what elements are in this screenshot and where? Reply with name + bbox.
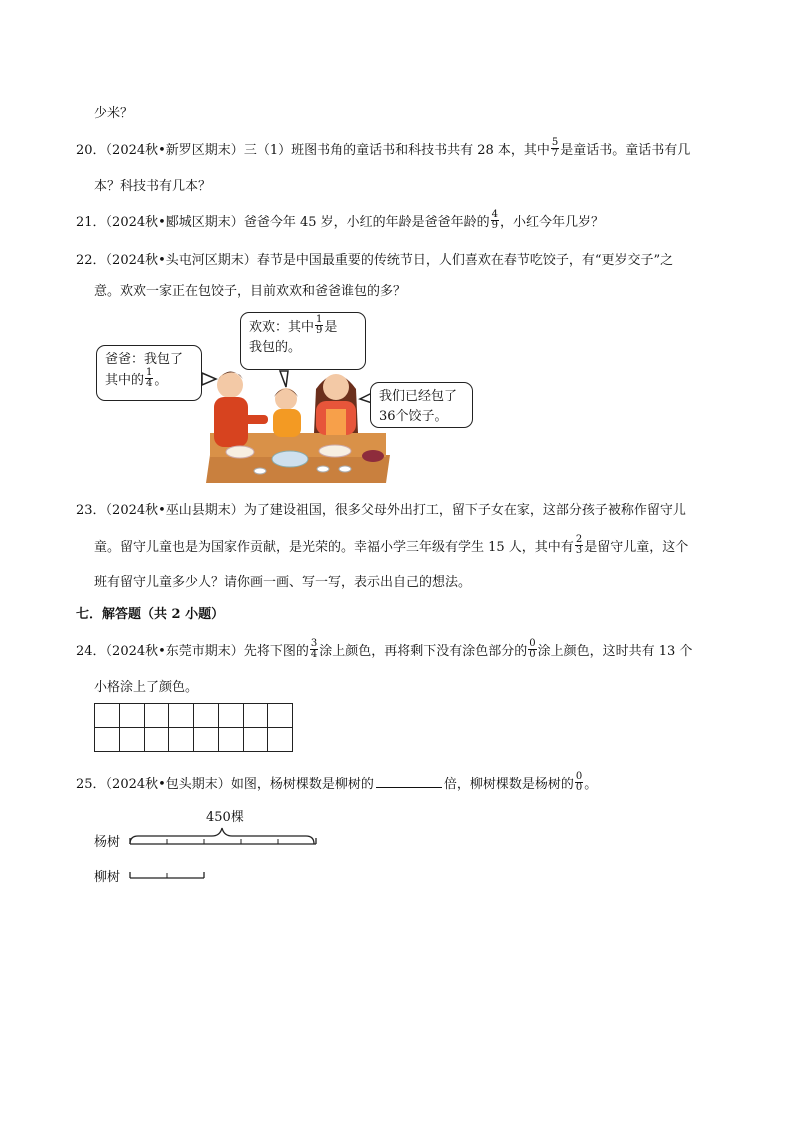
q25-number: 25． bbox=[76, 777, 106, 792]
q24-line2: 小格涂上了颜色。 bbox=[94, 680, 199, 695]
willow-label: 柳树 bbox=[94, 870, 121, 885]
section-7-title: 七．解答题（共 2 小题） bbox=[76, 607, 225, 622]
q24-fraction-2 bbox=[528, 639, 536, 660]
q22-source: （2024秋•头屯河区期末） bbox=[105, 253, 257, 268]
q24-fraction-1 bbox=[310, 639, 318, 660]
huanhuan-frac-den: 9 bbox=[316, 325, 323, 336]
mom-text-b: 36个饺子。 bbox=[379, 409, 448, 424]
q23-number: 23． bbox=[76, 503, 106, 518]
mom-speech-bubble bbox=[370, 382, 473, 428]
huanhuan-text-b: 是 bbox=[324, 320, 338, 335]
q25-answer-blank[interactable] bbox=[376, 775, 442, 788]
q23-text-a: 为了建设祖国，很多父母外出打工，留下子女在家，这部分孩子被称作留守儿 bbox=[243, 503, 686, 518]
question-24 bbox=[76, 640, 692, 662]
huanhuan-text-a: 欢欢：其中 bbox=[249, 320, 315, 335]
grid-cell[interactable] bbox=[169, 728, 194, 752]
q20-fraction bbox=[551, 138, 559, 159]
q25-text-a: 如图，杨树棵数是柳树的 bbox=[230, 777, 374, 792]
grid-cell[interactable] bbox=[95, 728, 120, 752]
q20-text-b: 是童话书。童话书有几 bbox=[560, 143, 691, 158]
question-21 bbox=[76, 211, 604, 233]
grid-cell[interactable] bbox=[169, 704, 194, 728]
q19-tail: 少米？ bbox=[94, 106, 134, 121]
q20-line2: 本？科技书有几本？ bbox=[94, 179, 212, 194]
question-20 bbox=[76, 139, 690, 161]
q24-frac2-num: 0 bbox=[529, 638, 536, 649]
q24-text-a: 先将下图的 bbox=[243, 644, 309, 659]
q25-frac-den: 0 bbox=[575, 782, 583, 793]
q23-source: （2024秋•巫山县期末） bbox=[105, 503, 244, 518]
huanhuan-text-c: 我包的。 bbox=[249, 340, 302, 355]
question-23 bbox=[76, 499, 686, 518]
q24-number: 24． bbox=[76, 644, 106, 659]
dad-frac-num: 1 bbox=[146, 367, 153, 378]
grid-cell[interactable] bbox=[145, 704, 170, 728]
grid-cell[interactable] bbox=[95, 704, 120, 728]
q20-frac-num: 5 bbox=[551, 137, 559, 148]
q23-line2-b: 是留守儿童，这个 bbox=[584, 540, 689, 555]
q23-line2 bbox=[94, 536, 688, 558]
grid-cell[interactable] bbox=[194, 704, 219, 728]
huanhuan-fraction bbox=[315, 315, 323, 336]
dad-frac-den: 4 bbox=[146, 378, 153, 389]
grid-cell[interactable] bbox=[244, 704, 269, 728]
grid-cell[interactable] bbox=[268, 728, 293, 752]
q21-frac-den: 9 bbox=[491, 220, 498, 231]
grid-cell[interactable] bbox=[145, 728, 170, 752]
mom-text-a: 我们已经包了 bbox=[379, 389, 458, 404]
q25-frac-num: 0 bbox=[575, 771, 583, 782]
poplar-label: 杨树 bbox=[94, 835, 121, 850]
q24-text-b: 涂上颜色，再将剩下没有涂色部分的 bbox=[319, 644, 528, 659]
brace bbox=[130, 828, 314, 844]
brace-label: 450棵 bbox=[206, 810, 244, 825]
segment-diagram bbox=[124, 818, 324, 882]
q21-fraction bbox=[491, 210, 499, 231]
q23-line2-a: 童。留守儿童也是为国家作贡献，是光荣的。幸福小学三年级有学生 15 人，其中有 bbox=[94, 540, 574, 555]
q22-number: 22． bbox=[76, 253, 106, 268]
dad-speech-bubble bbox=[96, 345, 202, 401]
grid-cell[interactable] bbox=[120, 704, 145, 728]
q21-source: （2024秋•郾城区期末） bbox=[105, 215, 244, 230]
q21-text-a: 爸爸今年 45 岁，小红的年龄是爸爸年龄的 bbox=[243, 215, 490, 230]
q24-source: （2024秋•东莞市期末） bbox=[105, 644, 244, 659]
grid-cell[interactable] bbox=[268, 704, 293, 728]
q25-text-b: 倍，柳树棵数是杨树的 bbox=[443, 777, 574, 792]
dad-text-c: 。 bbox=[154, 373, 168, 388]
grid-cell[interactable] bbox=[194, 728, 219, 752]
q21-text-b: ，小红今年几岁？ bbox=[500, 215, 605, 230]
q24-frac2-den: 0 bbox=[529, 649, 536, 660]
q25-fraction bbox=[575, 772, 583, 793]
dad-fraction bbox=[145, 368, 153, 389]
dad-text-a: 爸爸：我包了 bbox=[105, 352, 184, 367]
q24-text-c: 涂上颜色，这时共有 13 个 bbox=[537, 644, 693, 659]
q24-frac1-num: 3 bbox=[310, 638, 318, 649]
grid-cell[interactable] bbox=[120, 728, 145, 752]
dad-text-b: 其中的 bbox=[105, 373, 145, 388]
q21-number: 21． bbox=[76, 215, 106, 230]
q23-frac-num: 2 bbox=[575, 534, 583, 545]
question-25 bbox=[76, 773, 597, 795]
question-22 bbox=[76, 249, 673, 268]
q25-text-c: 。 bbox=[584, 777, 598, 792]
q22-text-a: 春节是中国最重要的传统节日，人们喜欢在春节吃饺子，有“更岁交子”之 bbox=[256, 253, 674, 268]
q20-source: （2024秋•新罗区期末） bbox=[105, 143, 244, 158]
q20-frac-den: 7 bbox=[551, 148, 559, 159]
q21-frac-num: 4 bbox=[491, 209, 498, 220]
grid-cell[interactable] bbox=[219, 704, 244, 728]
huanhuan-speech-bubble bbox=[240, 312, 366, 370]
huanhuan-frac-num: 1 bbox=[316, 314, 323, 325]
q23-fraction bbox=[575, 535, 583, 556]
q24-grid bbox=[94, 703, 293, 752]
q22-line2: 意。欢欢一家正在包饺子，目前欢欢和爸爸谁包的多？ bbox=[94, 284, 407, 299]
q25-source: （2024秋•包头期末） bbox=[105, 777, 231, 792]
q20-text-a: 三（1）班图书角的童话书和科技书共有 28 本，其中 bbox=[243, 143, 550, 158]
q23-frac-den: 3 bbox=[575, 545, 583, 556]
q24-frac1-den: 4 bbox=[310, 649, 318, 660]
q20-number: 20． bbox=[76, 143, 106, 158]
grid-cell[interactable] bbox=[219, 728, 244, 752]
q23-line3: 班有留守儿童多少人？请你画一画、写一写，表示出自己的想法。 bbox=[94, 575, 472, 590]
grid-cell[interactable] bbox=[244, 728, 269, 752]
